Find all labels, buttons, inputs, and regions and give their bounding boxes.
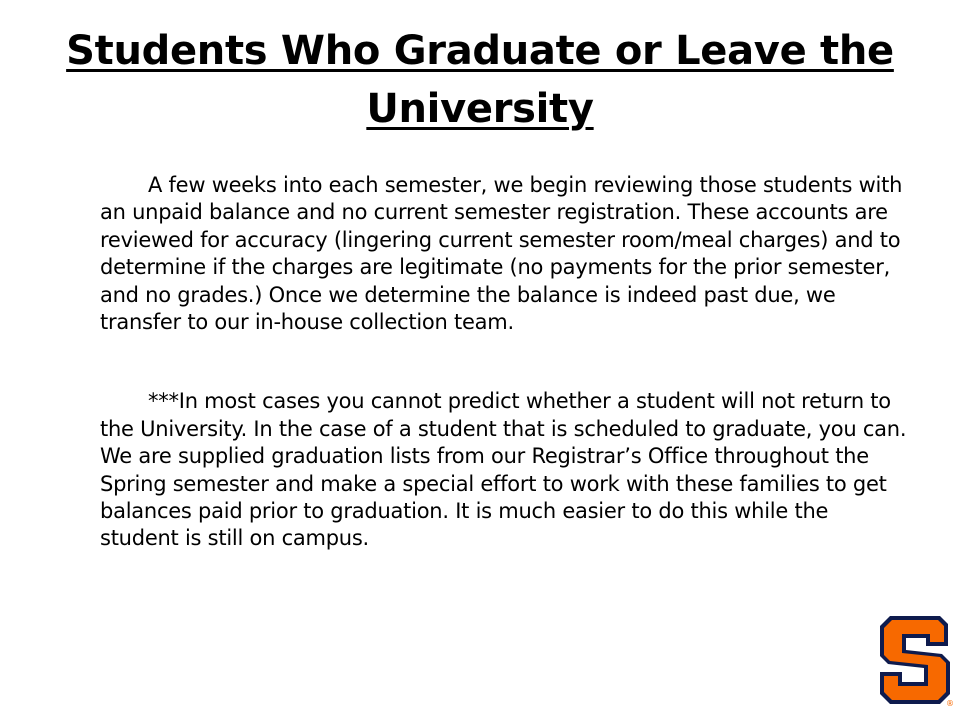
slide-title: Students Who Graduate or Leave the University [66, 28, 894, 132]
registered-mark: ® [946, 699, 954, 708]
body-paragraph-graduation: ***In most cases you cannot predict whether a student will not return to the University. In the case of a student that is scheduled to graduate, you can. We are supplied graduation lists from our Registrar’s Office throughout the Spring semester and make a special effort to work with these families to get balances paid prior to graduation. It is much easier to do this while the student is still on campus. [100, 389, 907, 551]
body-paragraph-collections: A few weeks into each semester, we begin reviewing those students with an unpaid balance and no current semester registration. These accounts are reviewed for accuracy (lingering current semester room/meal charges) and to determine if the charges are legitimate (no payments for the prior semester, and no grades.) Once we determine the balance is indeed past due, we transfer to our in-house collection team. [100, 173, 903, 335]
slide-body [100, 172, 912, 553]
block-s-fill [884, 620, 946, 700]
syracuse-block-s-logo-icon [876, 612, 954, 708]
